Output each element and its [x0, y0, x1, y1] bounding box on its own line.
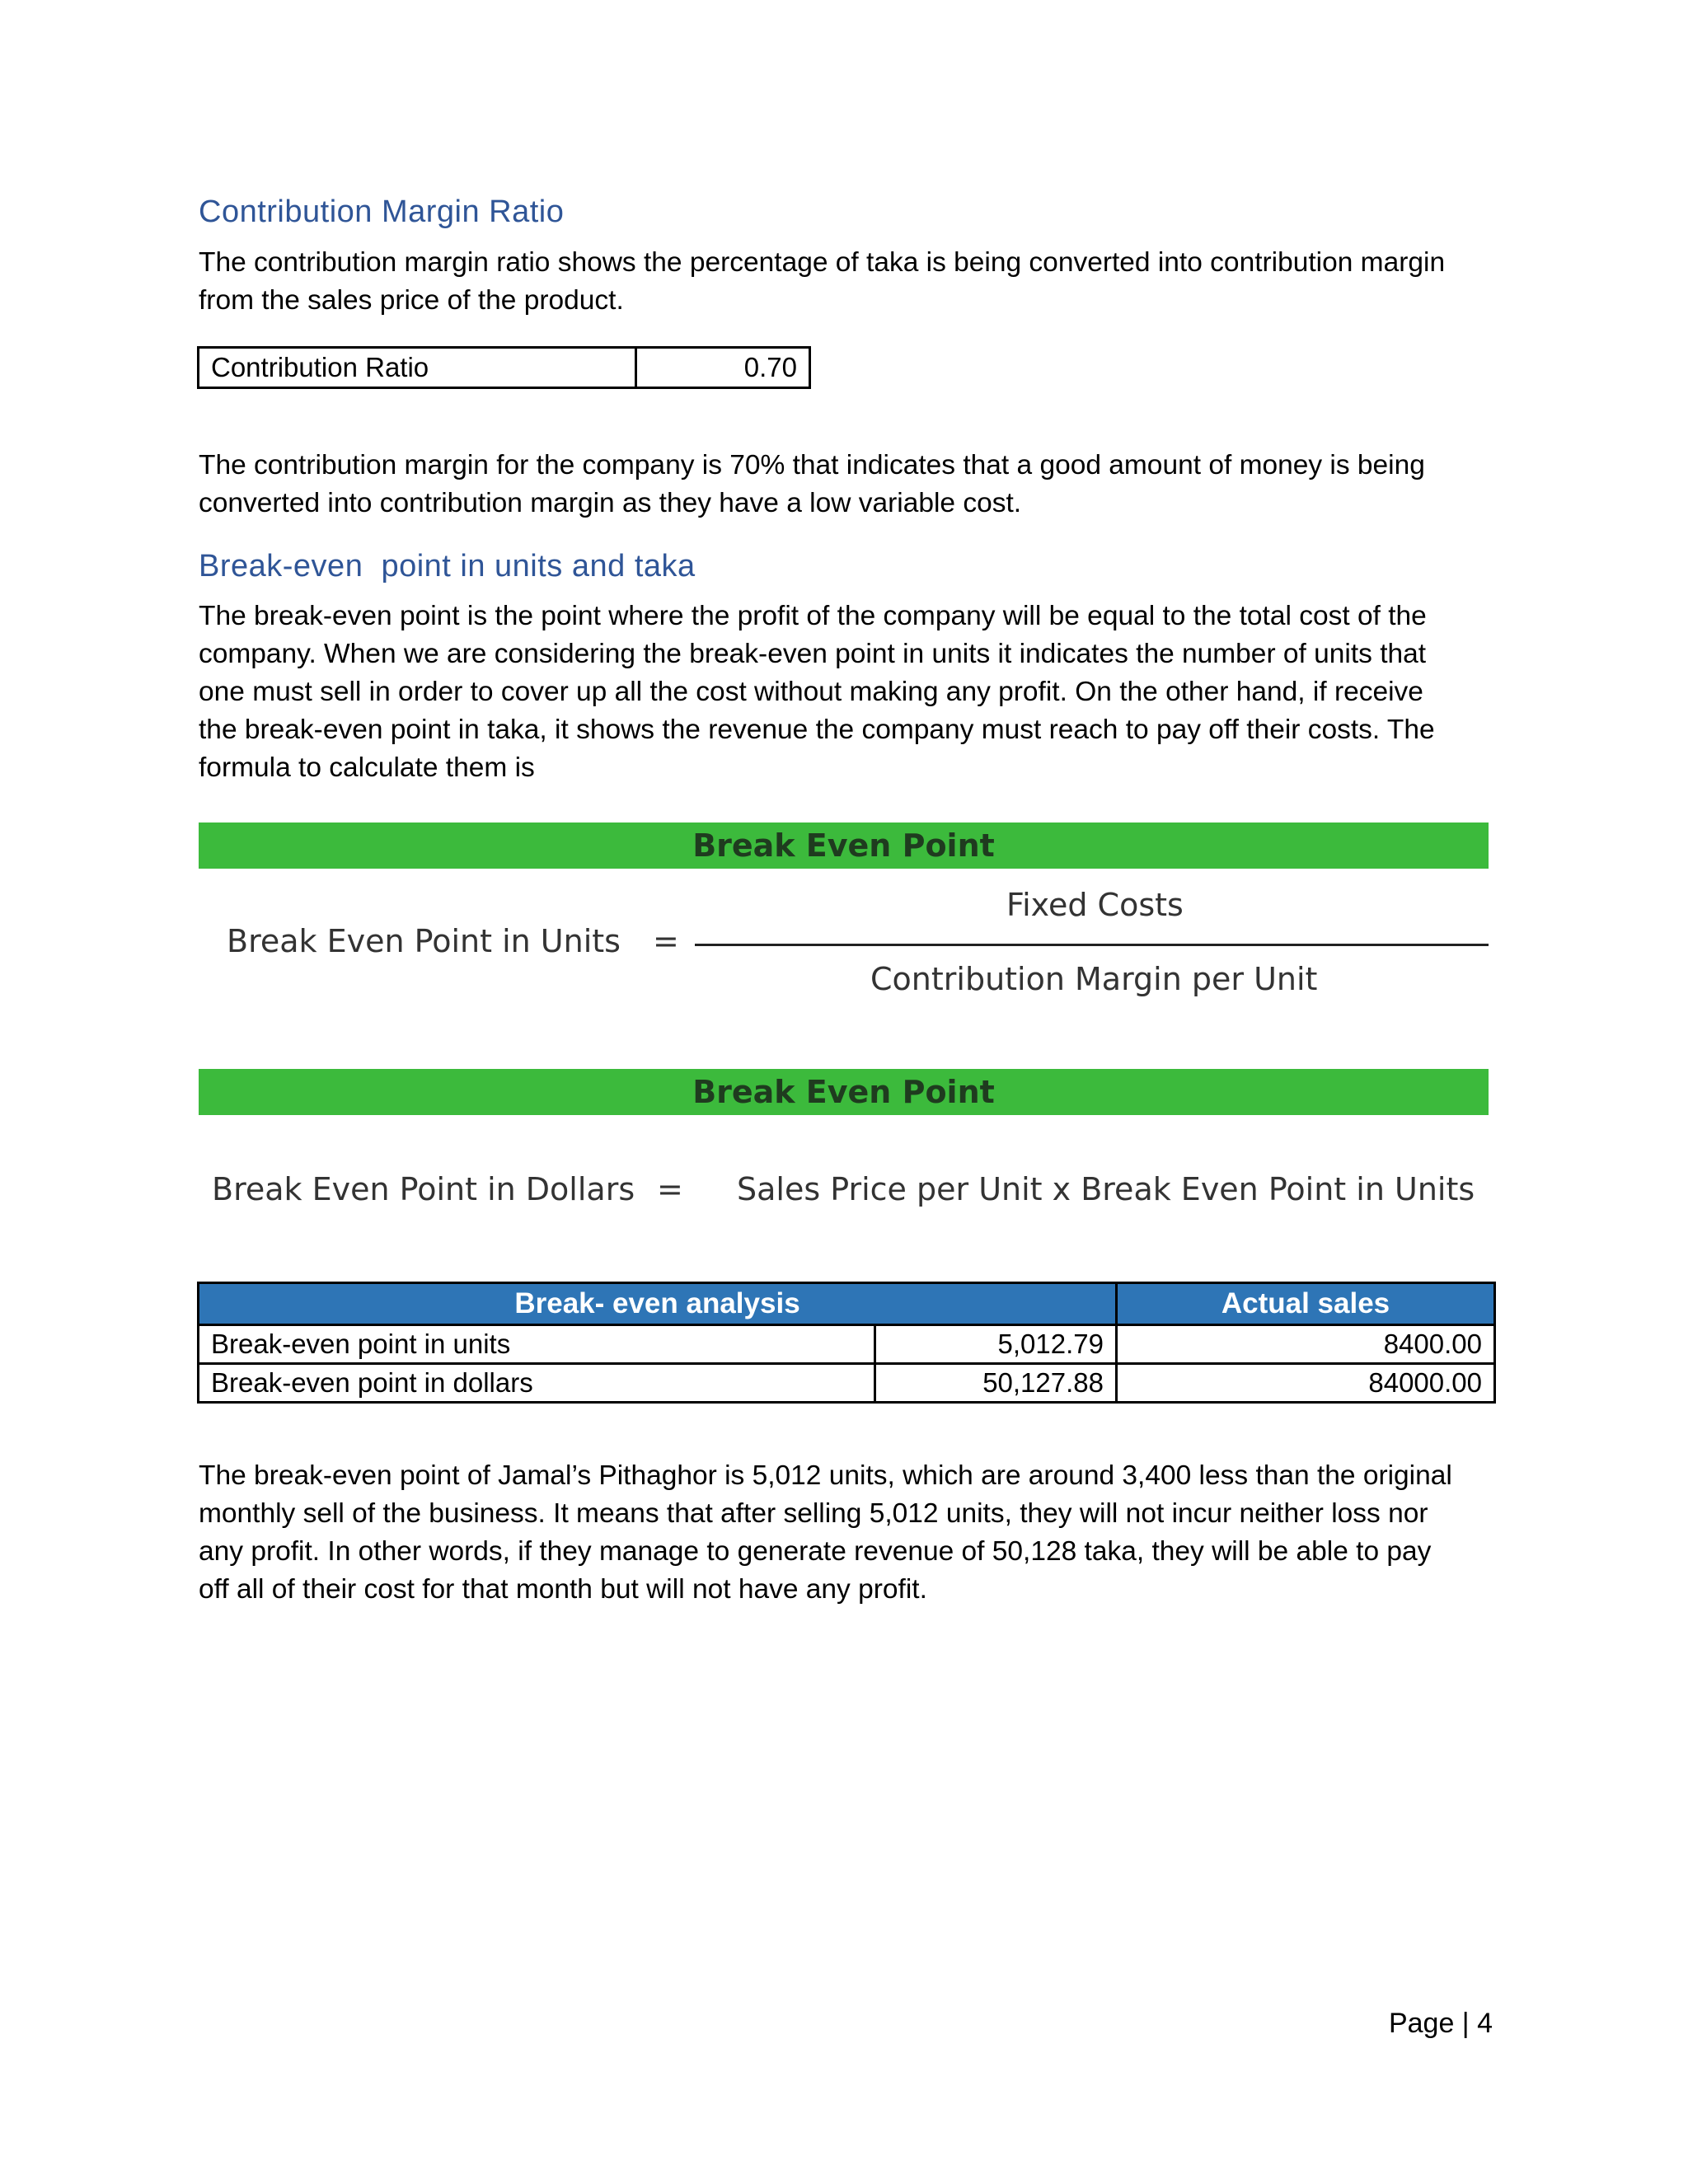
formula-rhs: Sales Price per Unit x Break Even Point in Units: [737, 1171, 1475, 1207]
section-heading-break-even: Break-even point in units and taka: [199, 549, 696, 583]
table-header-row: [199, 1283, 1495, 1325]
formula-numerator: Fixed Costs: [1006, 887, 1184, 923]
row-label: Break-even point in dollars: [199, 1364, 875, 1403]
paragraph-break-even-intro: [199, 598, 1501, 787]
formula-break-even-dollars: [199, 1069, 1489, 1217]
text-line: The contribution margin for the company is 70% that indicates that a good amount of money is being: [199, 450, 1425, 480]
text-line: formula to calculate them is: [199, 752, 535, 783]
paragraph-contribution-intro: [199, 244, 1501, 320]
fraction-line: [695, 944, 1489, 946]
formula-equals: =: [653, 923, 679, 959]
table-row: [199, 1325, 1495, 1364]
section-heading-contribution-margin-ratio: Contribution Margin Ratio: [199, 194, 565, 229]
formula-title-bar: Break Even Point: [199, 1069, 1489, 1115]
text-line: off all of their cost for that month but will not have any profit.: [199, 1574, 927, 1605]
text-line: the break-even point in taka, it shows the revenue the company must reach to pay off their costs. The: [199, 715, 1435, 745]
row-actual: 84000.00: [1117, 1364, 1495, 1403]
text-line: monthly sell of the business. It means that after selling 5,012 units, they will not incur neither loss nor: [199, 1498, 1428, 1529]
ratio-value-cell: 0.70: [636, 348, 810, 388]
page-number: Page | 4: [1388, 2008, 1493, 2039]
row-value: 5,012.79: [875, 1325, 1117, 1364]
row-actual: 8400.00: [1117, 1325, 1495, 1364]
formula-break-even-units: [199, 823, 1489, 1020]
formula-denominator: Contribution Margin per Unit: [870, 961, 1318, 997]
table-row: [199, 1364, 1495, 1403]
text-line: The break-even point of Jamal’s Pithaghor is 5,012 units, which are around 3,400 less than the original: [199, 1460, 1452, 1491]
paragraph-contribution-explanation: [199, 447, 1501, 523]
table-row: [199, 348, 810, 388]
break-even-analysis-table: [197, 1282, 1496, 1404]
formula-lhs: Break Even Point in Units: [227, 923, 621, 959]
formula-title-bar: Break Even Point: [199, 823, 1489, 869]
header-break-even-analysis: Break- even analysis: [199, 1283, 1117, 1325]
formula-lhs: Break Even Point in Dollars: [212, 1171, 635, 1207]
row-label: Break-even point in units: [199, 1325, 875, 1364]
row-value: 50,127.88: [875, 1364, 1117, 1403]
paragraph-conclusion: [199, 1457, 1501, 1609]
text-line: one must sell in order to cover up all the cost without making any profit. On the other hand, if receive: [199, 677, 1423, 707]
text-line: converted into contribution margin as they have a low variable cost.: [199, 488, 1022, 518]
header-actual-sales: Actual sales: [1117, 1283, 1495, 1325]
contribution-ratio-table: [197, 346, 811, 389]
text-line: The break-even point is the point where the profit of the company will be equal to the total cost of the: [199, 601, 1427, 631]
text-line: any profit. In other words, if they manage to generate revenue of 50,128 taka, they will be able to pay: [199, 1536, 1432, 1567]
formula-equals: =: [657, 1171, 683, 1207]
ratio-label-cell: Contribution Ratio: [199, 348, 636, 388]
text-line: The contribution margin ratio shows the percentage of taka is being converted into contribution margin: [199, 247, 1446, 278]
text-line: company. When we are considering the break-even point in units it indicates the number of units that: [199, 639, 1427, 669]
text-line: from the sales price of the product.: [199, 285, 624, 316]
